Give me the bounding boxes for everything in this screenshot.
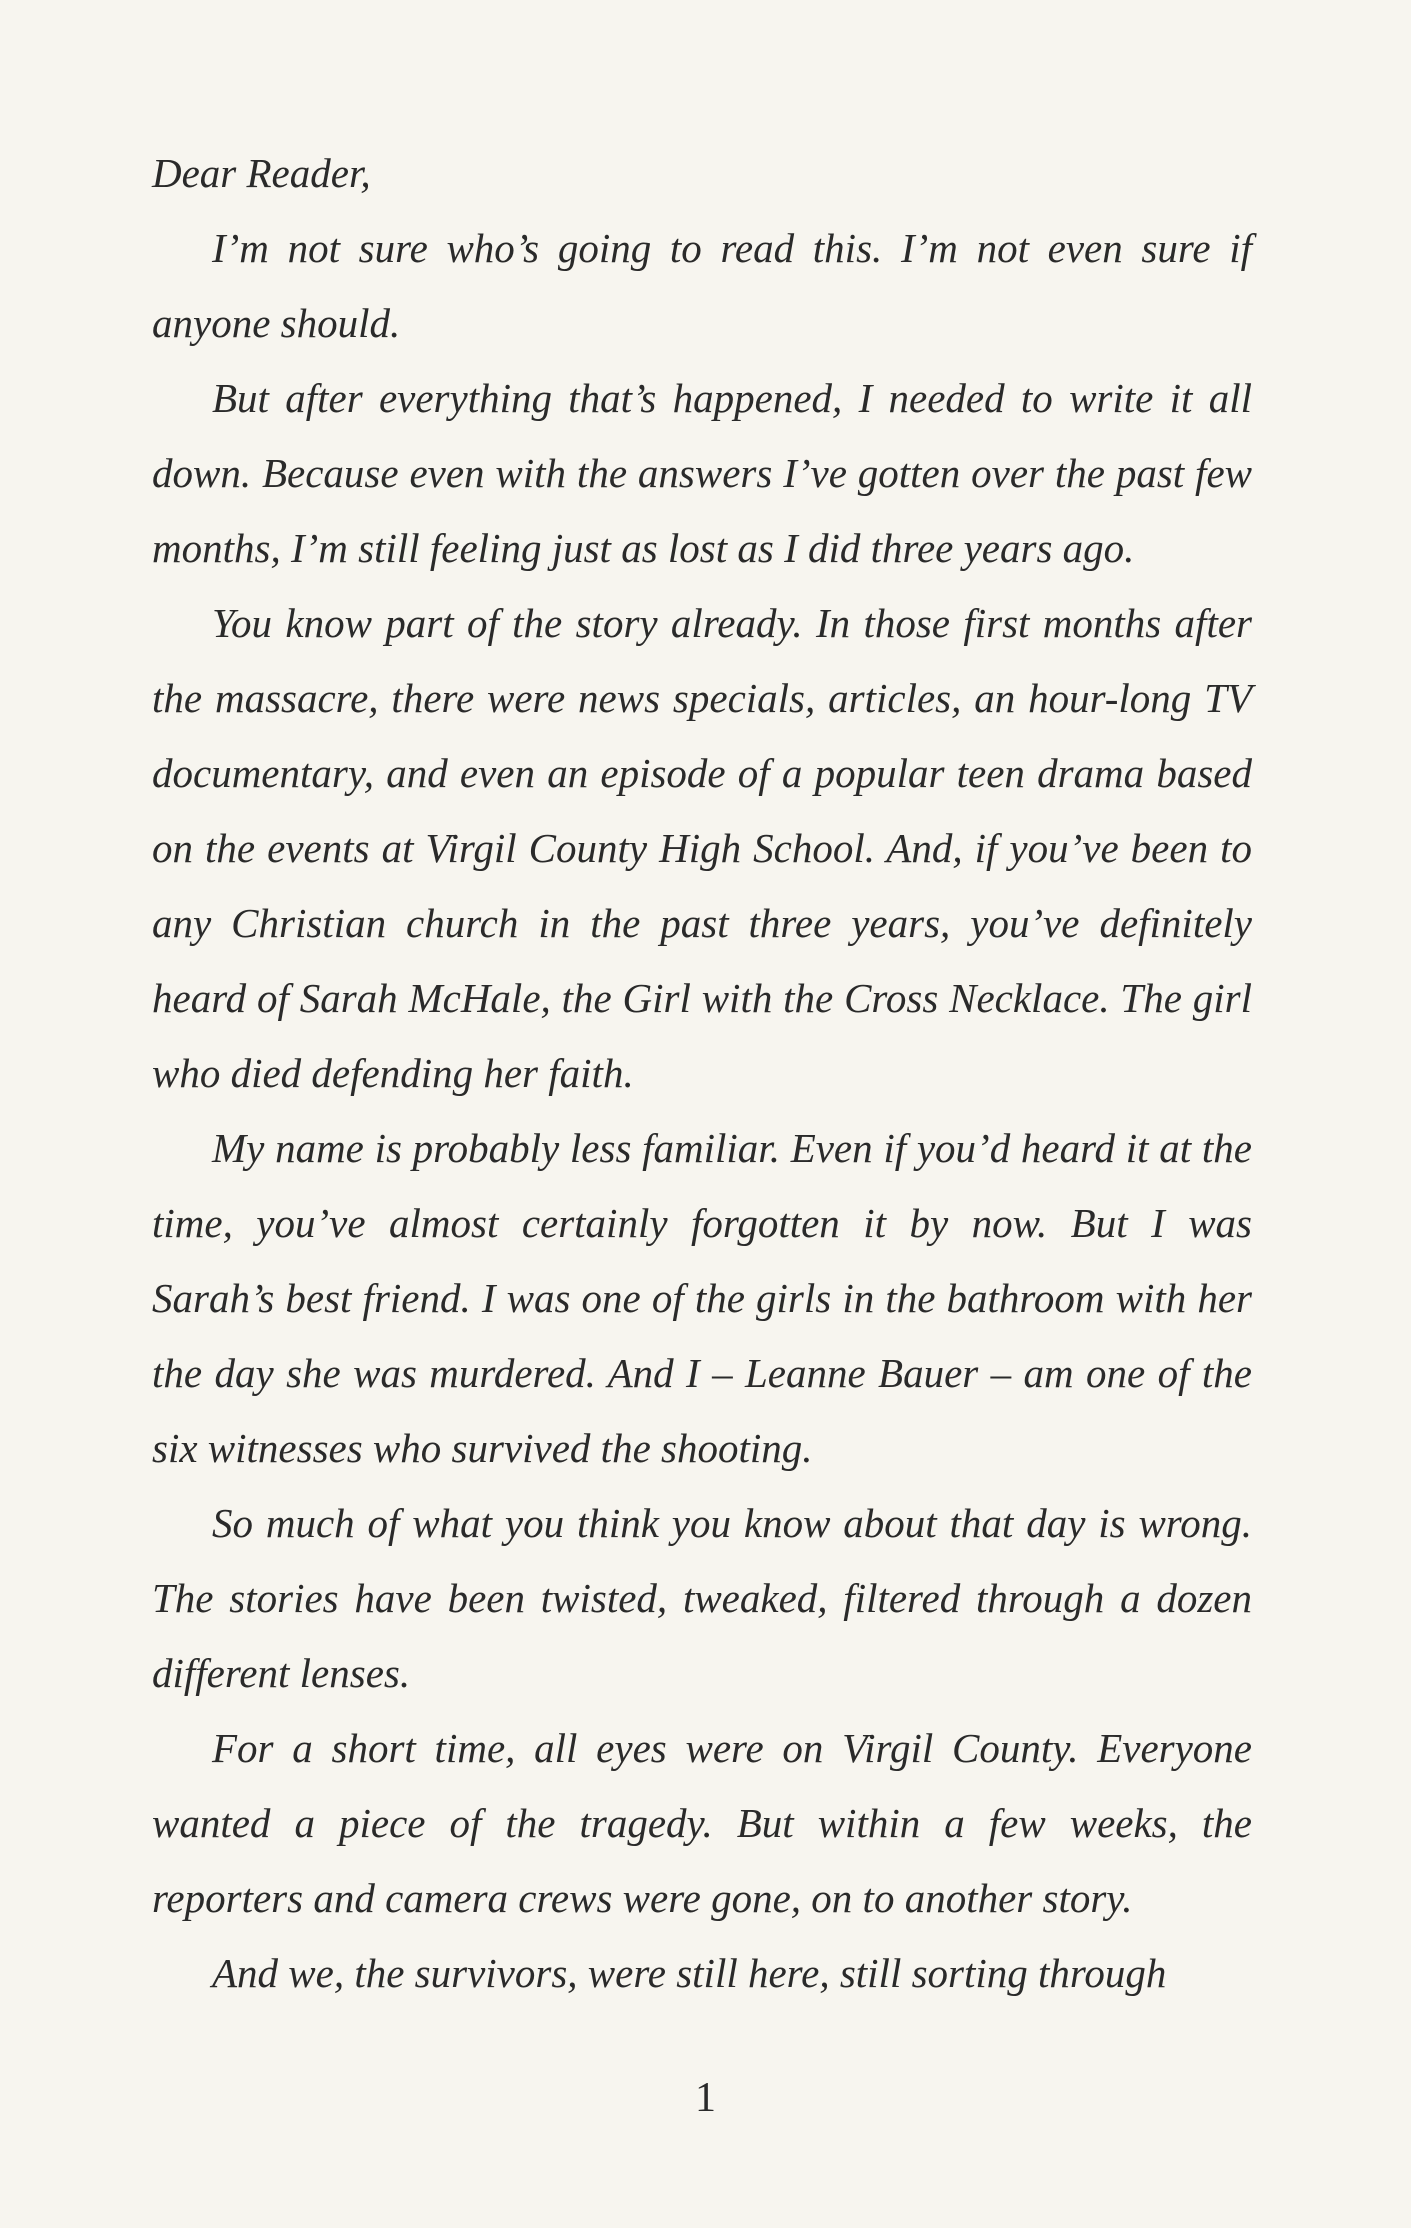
paragraph: But after everything that’s happened, I needed to write it all down. Because even with the answers I’ve gotten over the past few months, I’m still feeling just as lost as I did three years ago. (152, 375, 1252, 571)
letter-body (152, 136, 1252, 2011)
paragraph: For a short time, all eyes were on Virgil County. Everyone wanted a piece of the tragedy. But within a few weeks, the reporters and camera crews were gone, on to another story. (152, 1725, 1252, 1921)
salutation: Dear Reader, (152, 150, 371, 196)
paragraph: So much of what you think you know about that day is wrong. The stories have been twisted, tweaked, filtered through a dozen different lenses. (152, 1500, 1252, 1696)
paragraph: I’m not sure who’s going to read this. I’m not even sure if anyone should. (152, 225, 1252, 346)
paragraph: And we, the survivors, were still here, still sorting through (212, 1950, 1167, 1996)
page-number: 1 (695, 2075, 716, 2121)
paragraph: My name is probably less familiar. Even if you’d heard it at the time, you’ve almost certainly forgotten it by now. But I was Sarah’s best friend. I was one of the girls in the bathroom with her the day she was murdered. And I – Leanne Bauer – am one of the six witnesses who survived the shooting. (152, 1125, 1252, 1471)
paragraph: You know part of the story already. In those first months after the massacre, there were news specials, articles, an hour-long TV documentary, and even an episode of a popular teen drama based on the events at Virgil County High School. And, if you’ve been to any Christian church in the past three years, you’ve definitely heard of Sarah McHale, the Girl with the Cross Necklace. The girl who died defending her faith. (152, 600, 1252, 1096)
